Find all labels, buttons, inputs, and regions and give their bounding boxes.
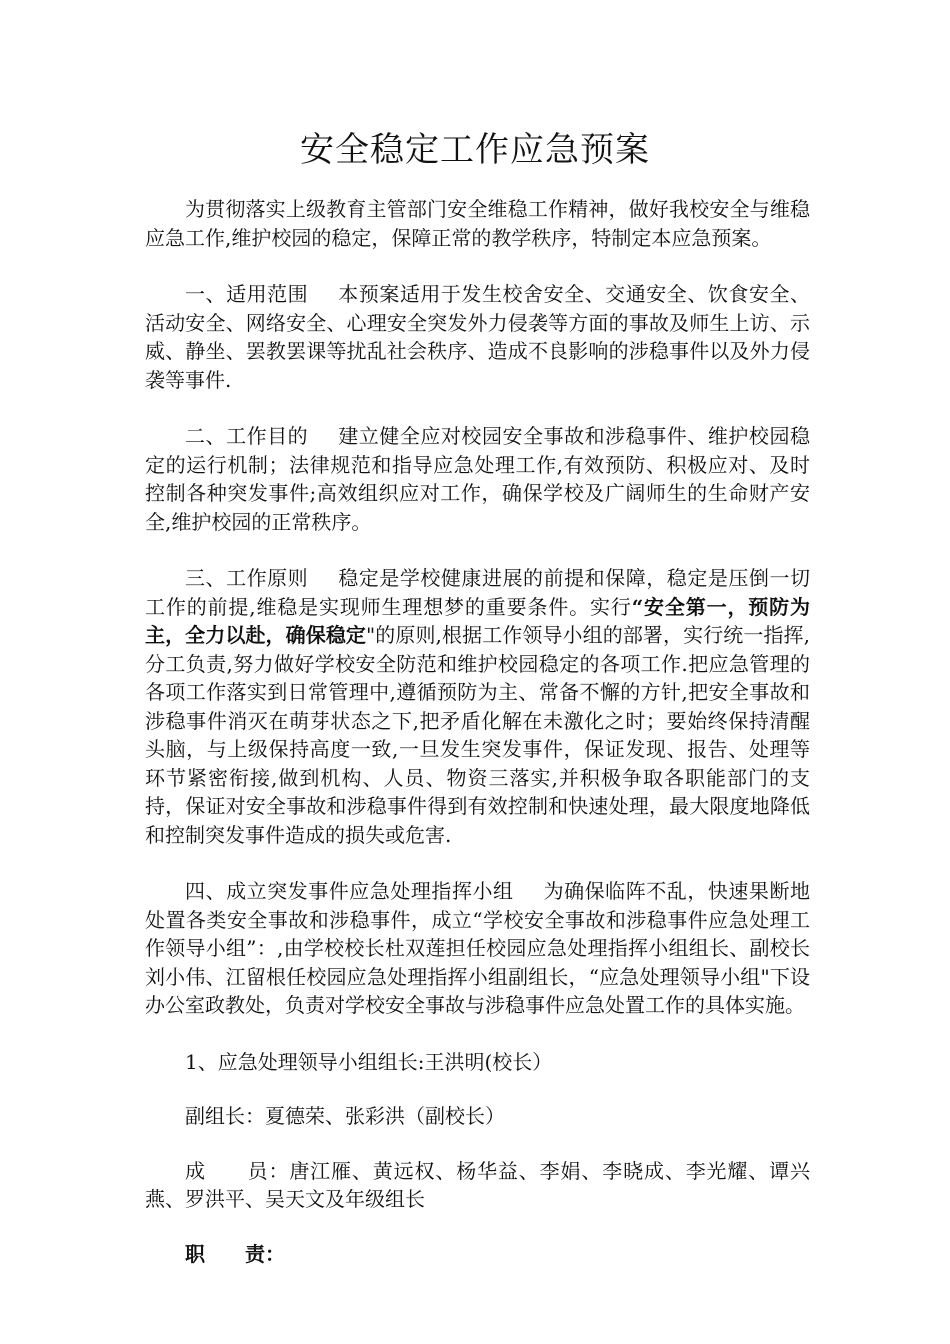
leader-line: 1、应急处理领导小组组长:王洪明(校长） bbox=[185, 1049, 553, 1074]
members-paragraph bbox=[145, 1157, 810, 1214]
deputy-line: 副组长：夏德荣、张彩洪（副校长） bbox=[185, 1104, 505, 1128]
section-purpose-text: 建立健全应对校园安全事故和涉稳事件、维护校园稳定的运行机制；法律规范和指导应急处理工作,有效预防、积极应对、及时控制各种突发事件;高效组织应对工作，确保学校及广阔师生的生命财产安全,维护校园的正常秩序。 bbox=[145, 424, 811, 534]
section-principles-text-after: "的原则,根据工作领导小组的部署，实行统一指挥,分工负责,努力做好学校安全防范和维护校园稳定的各项工作.把应急管理的各项工作落实到日常管理中,遵循预防为主、常备不懈的方针,把安全事故和涉稳事件消灭在萌芽状态之下,把矛盾化解在未激化之时；要始终保持清醒头脑，与上级保持高度一致,一旦发生突发事件，保证发现、报告、处理等环节紧密衔接,做到机构、人员、物资三落实,并积极争取各职能部门的支持，保证对安全事故和涉稳事件得到有效控制和快速处理，最大限度地降低和控制突发事件造成的损失或危害. bbox=[145, 623, 810, 847]
document-body bbox=[145, 195, 810, 1296]
duties-label: 职 责： bbox=[185, 1241, 285, 1266]
section-principles-slogan: “安全第一，预防为主，全力以赴，确保稳定 bbox=[145, 594, 810, 647]
section-scope-text: 本预案适用于发生校舍安全、交通安全、饮食安全、活动安全、网络安全、心理安全突发外力侵袭等方面的事故及师生上访、示威、静坐、罢教罢课等扰乱社会秩序、造成不良影响的涉稳事件以及外力侵袭等事件. bbox=[145, 282, 811, 392]
section-command-group-text: 为确保临阵不乱，快速果断地处置各类安全事故和涉稳事件，成立“学校安全事故和涉稳事件应急处理工作领导小组”：,由学校校长杜双莲担任校园应急处理指挥小组组长、副校长刘小伟、江留根任校园应急处理指挥小组副组长，“应急处理领导小组"下设办公室政教处，负责对学校安全事故与涉稳事件应急处置工作的具体实施。 bbox=[145, 879, 811, 1017]
section-principles-text-before: 稳定是学校健康进展的前提和保障，稳定是压倒一切工作的前提,维稳是实现师生理想梦的重要条件。实行 bbox=[145, 566, 811, 619]
members-label: 成 员： bbox=[185, 1158, 290, 1183]
intro-paragraph: 为贯彻落实上级教育主管部门安全维稳工作精神，做好我校安全与维稳应急工作,维护校园的稳定，保障正常的教学秩序，特制定本应急预案。 bbox=[145, 197, 810, 250]
members-text: 唐江雁、黄远权、杨华益、李娟、李晓成、李光耀、谭兴燕、罗洪平、吴天文及年级组长 bbox=[145, 1158, 811, 1211]
section-scope bbox=[145, 280, 810, 394]
section-scope-heading: 一、适用范围 bbox=[185, 282, 309, 306]
section-purpose-heading: 二、工作目的 bbox=[185, 424, 309, 448]
section-command-group-heading: 四、成立突发事件应急处理指挥小组 bbox=[185, 879, 514, 903]
section-command-group bbox=[145, 877, 810, 1020]
section-purpose bbox=[145, 422, 810, 536]
section-principles bbox=[145, 564, 810, 849]
section-principles-heading: 三、工作原则 bbox=[185, 566, 309, 590]
document-title: 安全稳定工作应急预案 bbox=[300, 130, 650, 170]
